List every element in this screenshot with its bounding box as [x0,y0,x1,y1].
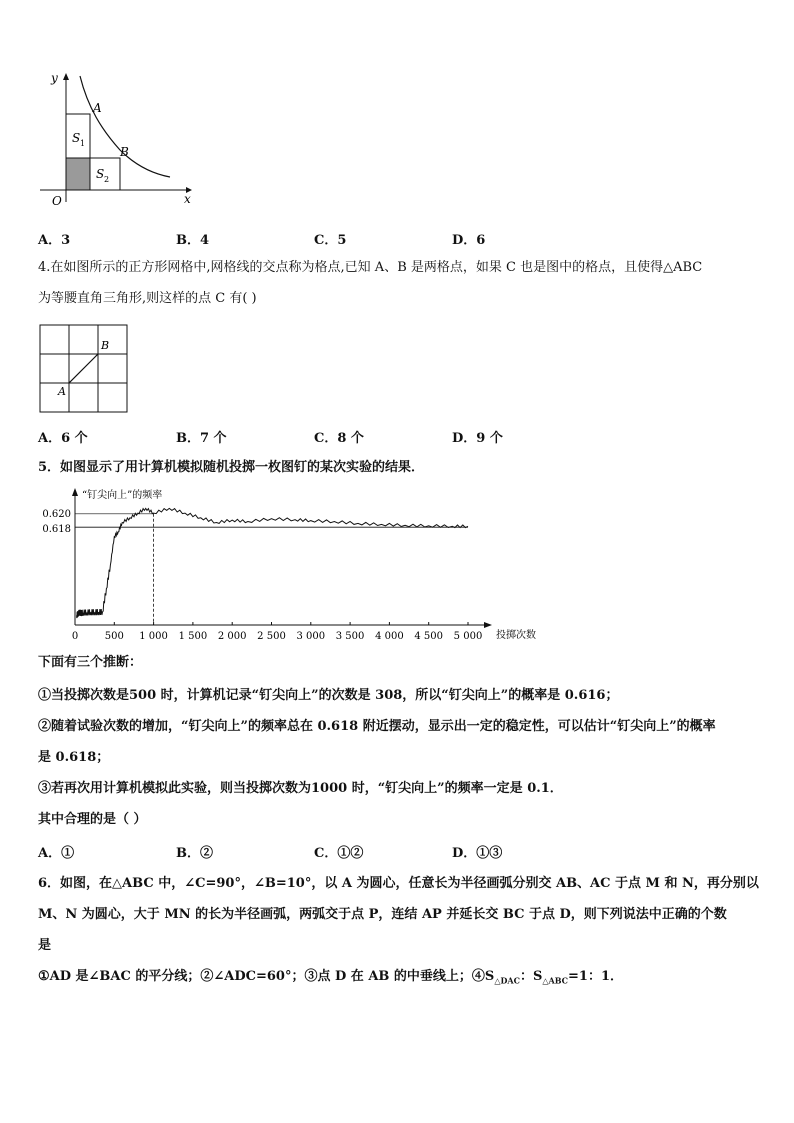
q6-sub-dac: △DAC [494,975,520,986]
q5-choice-a-mark-1: ① [61,846,75,861]
q5-choice-c-letter: C． [314,846,338,861]
q5-choice-c-mark-2: ② [350,846,364,861]
q5-choice-a-letter: A． [38,846,62,861]
x-tick-label-6: 3 000 [296,631,326,642]
q5-choice-b[interactable] [176,842,213,861]
segment-ab [69,354,98,383]
q5-choice-d-mark-1: ① [476,846,490,861]
x-tick-label-3: 1 500 [178,631,208,642]
frequency-series-line [77,508,468,618]
q5-frequency-chart [38,484,548,646]
q5-choice-c[interactable] [314,842,363,861]
q6-colon: ：S [519,969,543,984]
x-tick-label-1: 500 [104,631,124,642]
s2-subscript: 2 [104,175,110,184]
point-b-label: B [120,145,129,159]
q6-stem-line2: M、N 为圆心，大于 MN 的长为半径画弧，两弧交于点 P，连结 AP 并延长交 BC 于点 D，则下列说法中正确的个数 [38,907,727,922]
q6-tail: =1：1． [568,969,623,984]
q5-statement-3: ③若再次用计算机模拟此实验，则当投掷次数为1000 时，“钉尖向上”的频率一定是 0.1． [38,781,563,796]
q3-choice-b[interactable]: B．4 [176,233,210,248]
q5-statement-2-line2: 是 0.618； [38,750,110,765]
hyperbola-curve [80,76,170,177]
chart-y-arrow [72,488,78,496]
grid-point-b-label: B [101,339,110,352]
q5-choice-c-mark-1: ① [337,846,351,861]
q4-choice-d[interactable]: D．9 个 [452,431,503,446]
q5-choice-a[interactable] [38,842,74,861]
q4-grid-figure [38,323,130,415]
q5-statement-1: ①当投掷次数是500 时，计算机记录“钉尖向上”的次数是 308，所以“钉尖向上”的概率是 0.616； [38,688,619,703]
rect-s2 [90,158,120,190]
chart-x-label: 投掷次数 [496,630,536,641]
q4-stem-line2: 为等腰直角三角形,则这样的点 C 有( ) [38,291,257,306]
point-a-label: A [93,101,102,115]
q5-choice-d[interactable] [452,842,502,861]
origin-label: O [52,194,62,208]
q5-choice-b-letter: B． [176,846,200,861]
q5-stem: 5．如图显示了用计算机模拟随机投掷一枚图钉的某次实验的结果． [38,460,425,475]
q5-statement-2-line1: ②随着试验次数的增加，“钉尖向上”的频率总在 0.618 附近摆动，显示出一定的稳定性，可以估计“钉尖向上”的概率 [38,719,716,734]
q4-stem-line1: 4.在如图所示的正方形网格中,网格线的交点称为格点,已知 A、B 是两格点，如果 C 也是图中的格点，且使得△ABC [38,260,703,275]
s2-label: S [96,167,105,181]
y-label: y [51,71,58,85]
shaded-rect [66,158,90,190]
q6-statements-text: ①AD 是∠BAC 的平分线；②∠ADC=60°；③点 D 在 AB 的中垂线上；④S [38,969,495,984]
q5-question: 其中合理的是（ ） [38,812,147,827]
x-tick-label-8: 4 000 [375,631,404,642]
x-tick-label-0: 0 [71,631,79,642]
x-tick-label-10: 5 000 [453,631,483,642]
x-tick-label-7: 3 500 [335,631,365,642]
q3-choice-a[interactable]: A．3 [38,233,71,248]
q3-figure [36,68,196,208]
q5-choice-b-mark-1: ② [200,846,214,861]
y-tick-label-0: 0.620 [42,508,71,520]
grid-point-a-label: A [58,385,66,398]
q4-choice-b[interactable]: B．7 个 [176,431,227,446]
q6-sub-abc: △ABC [542,975,569,986]
chart-x-arrow [484,622,492,628]
x-label: x [184,192,191,206]
x-tick-label-9: 4 500 [414,631,444,642]
q3-choice-d[interactable]: D．6 [452,233,486,248]
s1-label: S [72,131,81,145]
q6-statements [38,967,623,991]
chart-title: “钉尖向上”的频率 [82,490,163,501]
q6-stem-line3: 是 [38,938,52,953]
q6-stem-line1: 6．如图，在△ABC 中，∠C=90°，∠B=10°，以 A 为圆心，任意长为半径画弧分别交 AB、AC 于点 M 和 N，再分别以 [38,876,759,891]
x-tick-label-4: 2 000 [217,631,247,642]
q5-choice-d-letter: D． [452,846,477,861]
x-tick-label-5: 2 500 [257,631,286,642]
q3-choice-c[interactable]: C．5 [314,233,347,248]
q5-intro: 下面有三个推断： [38,655,143,670]
q5-choice-d-mark-2: ③ [489,846,503,861]
y-tick-label-1: 0.618 [42,524,71,536]
s1-subscript: 1 [80,139,86,148]
q4-choice-c[interactable]: C．8 个 [314,431,364,446]
q4-choice-a[interactable]: A．6 个 [38,431,88,446]
x-tick-label-2: 1 000 [139,631,168,642]
